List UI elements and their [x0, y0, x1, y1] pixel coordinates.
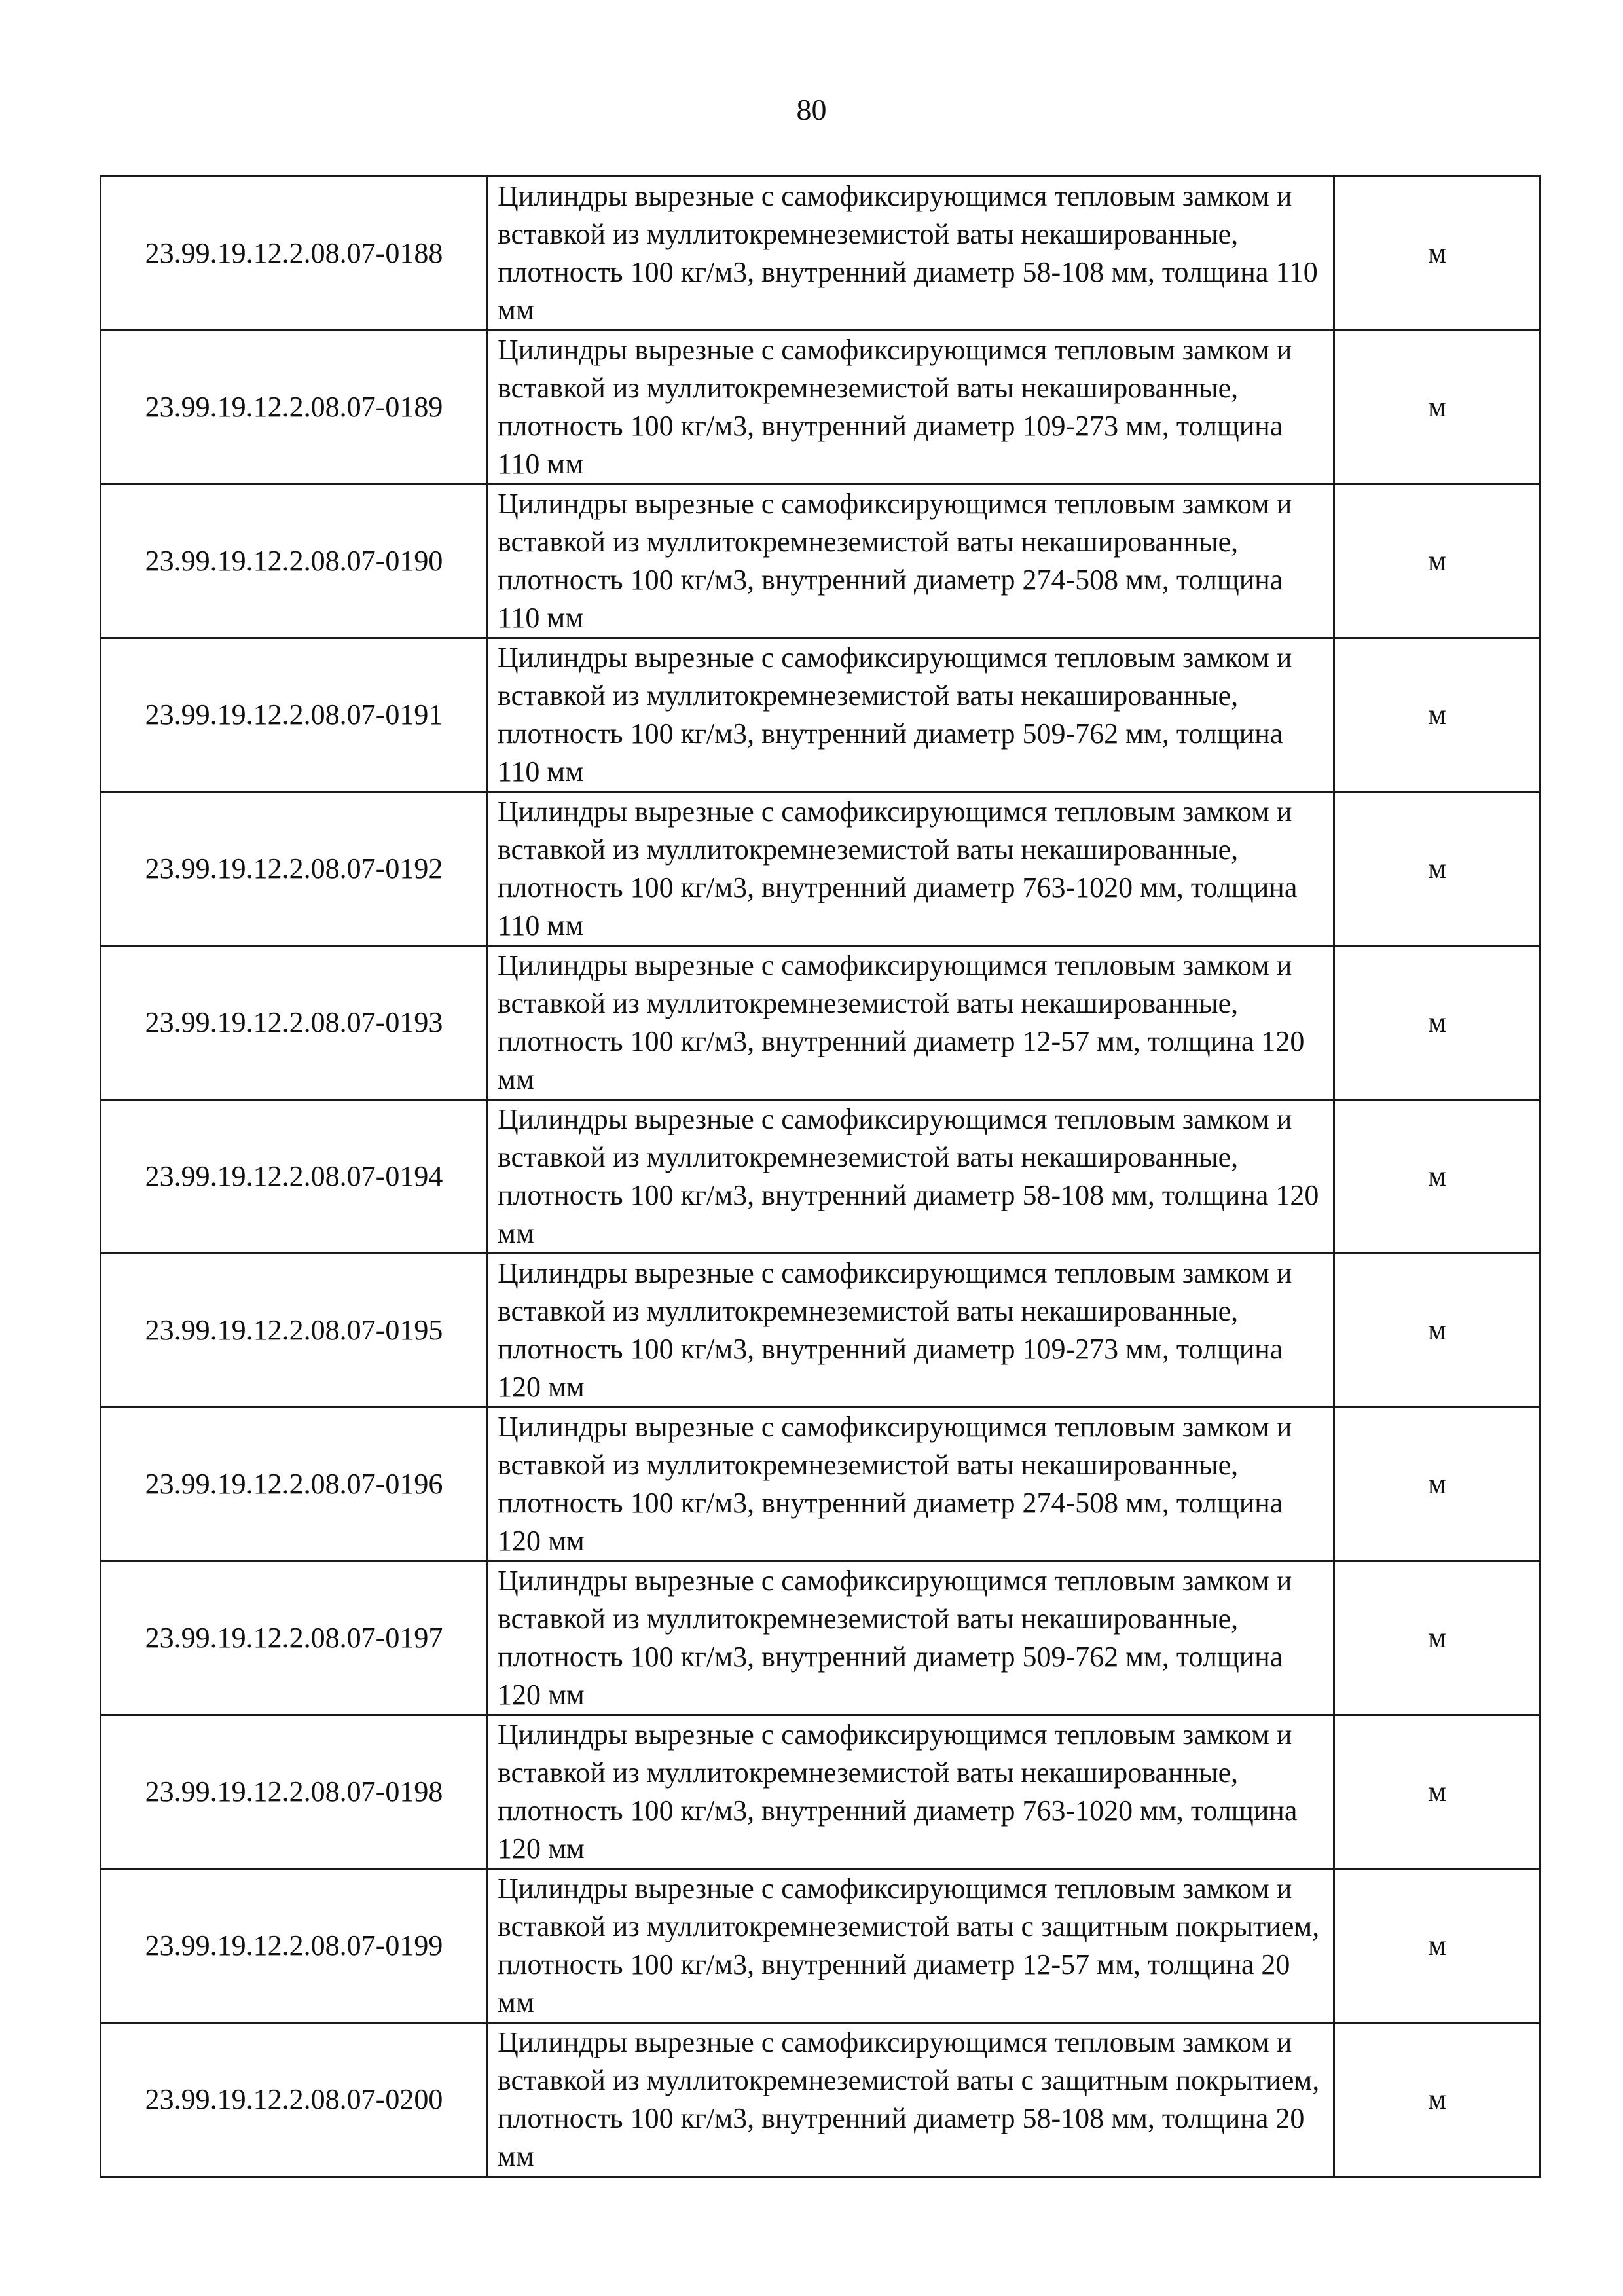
table-row	[101, 1715, 1541, 1869]
item-description-text: Цилиндры вырезные с самофиксирующимся тепловым замком и вставкой из муллитокремнеземистой ваты некашированные, плотность 100 кг/м3, внутренний диаметр 58-108 мм, толщина 120 мм	[498, 1103, 1319, 1249]
item-description	[488, 946, 1334, 1100]
item-unit: м	[1334, 177, 1541, 331]
item-description-text: Цилиндры вырезные с самофиксирующимся тепловым замком и вставкой из муллитокремнеземистой ваты некашированные, плотность 100 кг/м3, внутренний диаметр 763-1020 мм, толщина 120 мм	[498, 1719, 1298, 1865]
item-code: 23.99.19.12.2.08.07-0200	[101, 2023, 488, 2177]
item-unit: м	[1334, 1715, 1541, 1869]
item-unit: м	[1334, 1869, 1541, 2023]
table-row	[101, 792, 1541, 946]
item-unit: м	[1334, 792, 1541, 946]
item-code: 23.99.19.12.2.08.07-0192	[101, 792, 488, 946]
item-description-text: Цилиндры вырезные с самофиксирующимся тепловым замком и вставкой из муллитокремнеземистой ваты некашированные, плотность 100 кг/м3, внутренний диаметр 109-273 мм, толщина 120 мм	[498, 1257, 1292, 1403]
item-unit: м	[1334, 638, 1541, 792]
table-row	[101, 1100, 1541, 1254]
item-unit: м	[1334, 1254, 1541, 1408]
item-description	[488, 1408, 1334, 1561]
item-description-text: Цилиндры вырезные с самофиксирующимся тепловым замком и вставкой из муллитокремнеземистой ваты некашированные, плотность 100 кг/м3, внутренний диаметр 509-762 мм, толщина 110 мм	[498, 642, 1292, 788]
table-row	[101, 484, 1541, 638]
table-row	[101, 1408, 1541, 1561]
item-description-text: Цилиндры вырезные с самофиксирующимся тепловым замком и вставкой из муллитокремнеземистой ваты некашированные, плотность 100 кг/м3, внутренний диаметр 763-1020 мм, толщина 110 мм	[498, 795, 1298, 941]
item-code: 23.99.19.12.2.08.07-0197	[101, 1561, 488, 1715]
item-description-text: Цилиндры вырезные с самофиксирующимся тепловым замком и вставкой из муллитокремнеземистой ваты некашированные, плотность 100 кг/м3, внутренний диаметр 274-508 мм, толщина 110 мм	[498, 488, 1292, 634]
item-unit: м	[1334, 1100, 1541, 1254]
item-code: 23.99.19.12.2.08.07-0196	[101, 1408, 488, 1561]
item-description-text: Цилиндры вырезные с самофиксирующимся тепловым замком и вставкой из муллитокремнеземистой ваты с защитным покрытием, плотность 100 кг/м3, внутренний диаметр 58-108 мм, толщина 20 мм	[498, 2026, 1320, 2172]
item-description-text: Цилиндры вырезные с самофиксирующимся тепловым замком и вставкой из муллитокремнеземистой ваты некашированные, плотность 100 кг/м3, внутренний диаметр 12-57 мм, толщина 120 мм	[498, 949, 1305, 1095]
item-description	[488, 1715, 1334, 1869]
item-code: 23.99.19.12.2.08.07-0193	[101, 946, 488, 1100]
item-description	[488, 1100, 1334, 1254]
item-code: 23.99.19.12.2.08.07-0195	[101, 1254, 488, 1408]
table-row	[101, 331, 1541, 484]
item-description	[488, 484, 1334, 638]
item-unit: м	[1334, 2023, 1541, 2177]
item-description-text: Цилиндры вырезные с самофиксирующимся тепловым замком и вставкой из муллитокремнеземистой ваты с защитным покрытием, плотность 100 кг/м3, внутренний диаметр 12-57 мм, толщина 20 мм	[498, 1872, 1320, 2018]
item-unit: м	[1334, 484, 1541, 638]
table-row	[101, 2023, 1541, 2177]
item-code: 23.99.19.12.2.08.07-0199	[101, 1869, 488, 2023]
item-code: 23.99.19.12.2.08.07-0188	[101, 177, 488, 331]
item-code: 23.99.19.12.2.08.07-0190	[101, 484, 488, 638]
table-row	[101, 1561, 1541, 1715]
item-unit: м	[1334, 1561, 1541, 1715]
table-row	[101, 1869, 1541, 2023]
table-row	[101, 638, 1541, 792]
materials-table	[100, 175, 1541, 2178]
table-body	[101, 177, 1541, 2177]
item-description	[488, 1869, 1334, 2023]
item-description-text: Цилиндры вырезные с самофиксирующимся тепловым замком и вставкой из муллитокремнеземистой ваты некашированные, плотность 100 кг/м3, внутренний диаметр 509-762 мм, толщина 120 мм	[498, 1565, 1292, 1711]
item-unit: м	[1334, 1408, 1541, 1561]
item-description	[488, 331, 1334, 484]
item-description	[488, 1254, 1334, 1408]
item-description-text: Цилиндры вырезные с самофиксирующимся тепловым замком и вставкой из муллитокремнеземистой ваты некашированные, плотность 100 кг/м3, внутренний диаметр 58-108 мм, толщина 110 мм	[498, 180, 1318, 326]
item-description	[488, 1561, 1334, 1715]
item-description	[488, 792, 1334, 946]
item-description	[488, 638, 1334, 792]
item-description	[488, 2023, 1334, 2177]
item-description-text: Цилиндры вырезные с самофиксирующимся тепловым замком и вставкой из муллитокремнеземистой ваты некашированные, плотность 100 кг/м3, внутренний диаметр 109-273 мм, толщина 110 мм	[498, 334, 1292, 480]
item-description-text: Цилиндры вырезные с самофиксирующимся тепловым замком и вставкой из муллитокремнеземистой ваты некашированные, плотность 100 кг/м3, внутренний диаметр 274-508 мм, толщина 120 мм	[498, 1411, 1292, 1557]
item-code: 23.99.19.12.2.08.07-0194	[101, 1100, 488, 1254]
item-unit: м	[1334, 331, 1541, 484]
item-code: 23.99.19.12.2.08.07-0191	[101, 638, 488, 792]
item-unit: м	[1334, 946, 1541, 1100]
item-code: 23.99.19.12.2.08.07-0189	[101, 331, 488, 484]
table-row	[101, 177, 1541, 331]
item-description	[488, 177, 1334, 331]
page-number: 80	[796, 93, 827, 126]
table-row	[101, 946, 1541, 1100]
item-code: 23.99.19.12.2.08.07-0198	[101, 1715, 488, 1869]
table-row	[101, 1254, 1541, 1408]
